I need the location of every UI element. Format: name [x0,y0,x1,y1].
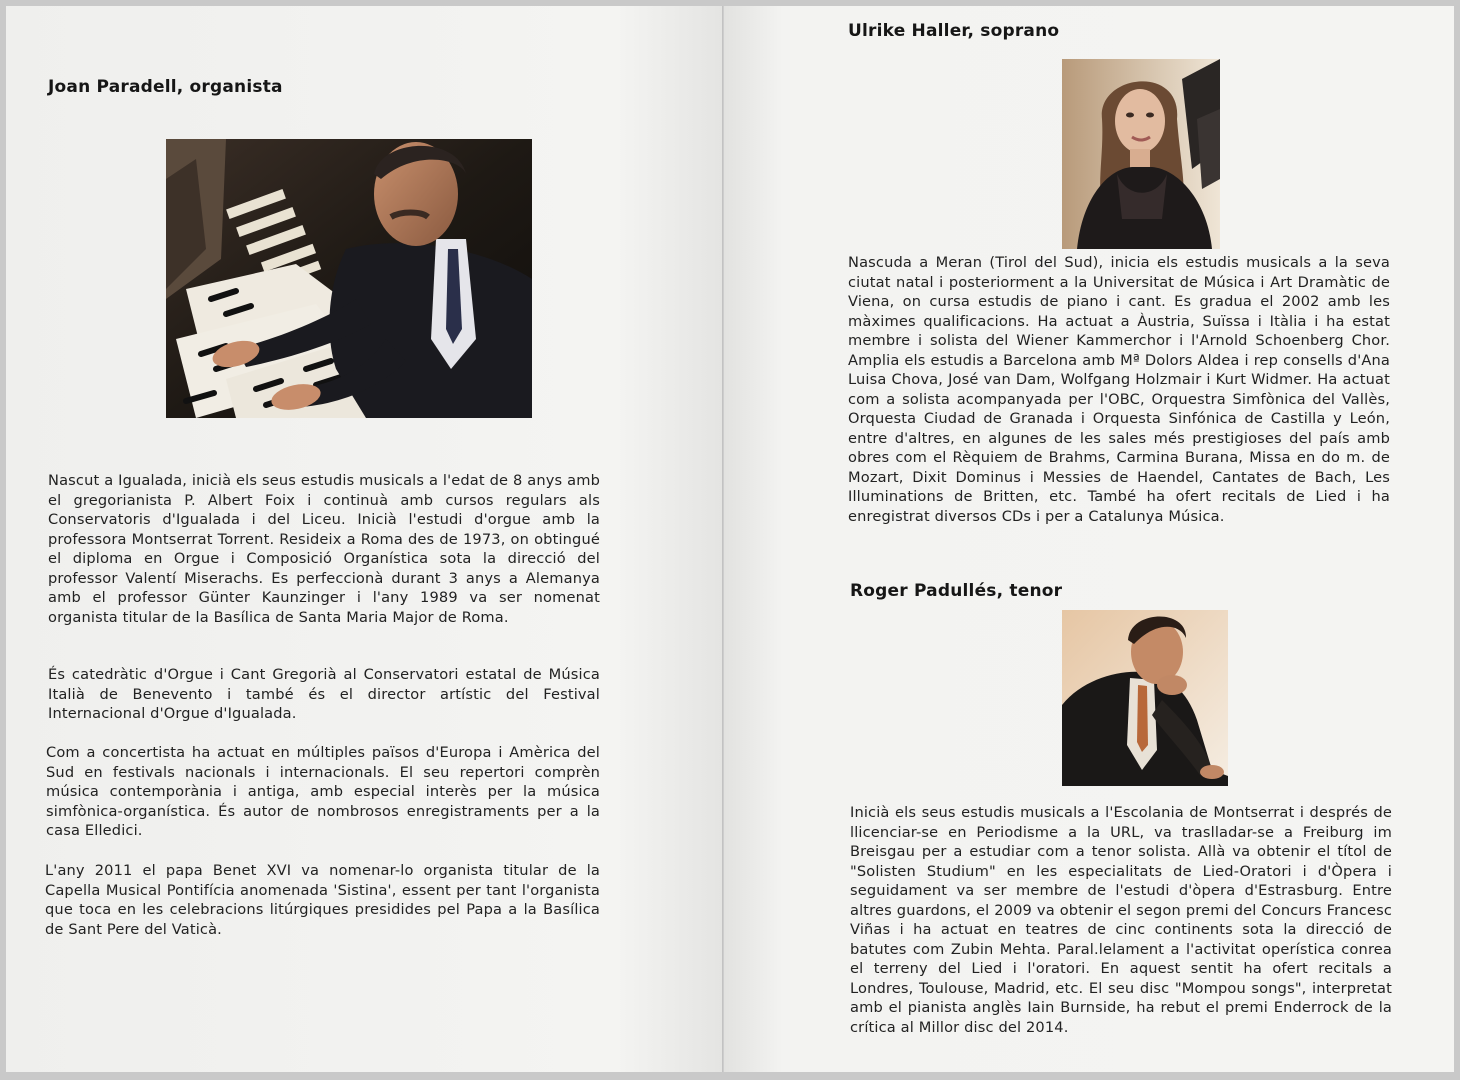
tenor-photo [1062,610,1228,786]
organist-heading: Joan Paradell, organista [48,77,283,97]
soprano-bio-paragraph: Nascuda a Meran (Tirol del Sud), inicia els estudis musicals a la seva ciutat natal i posteriorment a la Universitat de Música i Art Dramàtic de Viena, on cursa estudis de piano i cant. Es gradua el 2002 amb les màximes qualificacions. Ha actuat a Àustria, Suïssa i Itàlia i ha estat membre i solista del Wiener Kammerchor i l'Arnold Schoenberg Chor. Amplia els estudis a Barcelona amb Mª Dolors Aldea i rep consells d'Ana Luisa Chova, José van Dam, Wolfgang Holzmair i Kurt Widmer. Ha actuat com a solista acompanyada per l'OBC, Orquestra Simfònica del Vallès, Orquesta Ciudad de Granada i Orquesta Sinfónica de Castilla y León, entre d'altres, en algunes de les sales més prestigioses del país amb obres com el Rèquiem de Brahms, Carmina Burana, Missa en do m. de Mozart, Dixit Dominus i Messies de Haendel, Cantates de Bach, Les Illuminations de Britten, etc. També ha ofert recitals de Lied i ha enregistrat diversos CDs i per a Catalunya Música. [848,254,1390,525]
soprano-heading: Ulrike Haller, soprano [848,21,1060,41]
organist-photo [166,139,532,418]
organist-bio-paragraph-3: Com a concertista ha actuat en múltiples països d'Europa i Amèrica del Sud en festivals nacionals i internacionals. El seu repertori comprèn música contemporània i antiga, amb especial interès per la música simfònica-organística. És autor de nombrosos enregistraments per a la casa Elledici. [46,744,600,839]
tenor-portrait-photo [1062,610,1228,786]
tenor-heading: Roger Padullés, tenor [850,581,1063,601]
right-page [724,6,1454,1072]
tenor-bio-paragraph: Inicià els seus estudis musicals a l'Escolania de Montserrat i després de llicenciar-se en Periodisme a la URL, va traslladar-se a Freiburg im Breisgau per a estudiar com a tenor solista. Allà va obtenir el títol de "Solisten Studium" en les especialitats de Lied-Oratori i d'Òpera i seguidament va ser membre de l'estudi d'òpera d'Estrasburg. Entre altres guardons, el 2009 va obtenir el segon premi del Concurs Francesc Viñas i ha actuat en teatres de cinc continents sota la direcció de batutes com Zubin Mehta. Paral.lelament a l'activitat operística conrea el terreny del Lied i l'oratori. En aquest sentit ha ofert recitals a Londres, Toulouse, Madrid, etc. El seu disc "Mompou songs", interpretat amb el pianista anglès Iain Burnside, ha rebut el premi Enderrock de la crítica al Millor disc del 2014. [850,804,1392,1036]
organist-bio-paragraph-4: L'any 2011 el papa Benet XVI va nomenar-lo organista titular de la Capella Musical Pontifícia anomenada 'Sistina', essent per tant l'organista que toca en les celebracions litúrgiques presidides pel Papa a la Basílica de Sant Pere del Vaticà. [45,862,600,938]
organist-bio-paragraph-2: És catedràtic d'Orgue i Cant Gregorià al Conservatori estatal de Música Italià de Benevento i també és el director artístic del Festival Internacional d'Orgue d'Igualada. [48,666,600,722]
organist-bio-paragraph-1: Nascut a Igualada, inicià els seus estudis musicals a l'edat de 8 anys amb el gregorianista P. Albert Foix i continuà amb cursos regulars als Conservatoris d'Igualada i del Liceu. Inicià l'estudi d'orgue amb la professora Montserrat Torrent. Resideix a Roma des de 1973, on obtingué el diploma en Orgue i Composició Organística sota la direcció del professor Valentí Miserachs. Es perfeccionà durant 3 anys a Alemanya amb el professor Günter Kaunzinger i l'any 1989 va ser nomenat organista titular de la Basílica de Santa Maria Major de Roma. [48,472,600,626]
organist-at-organ-photo [166,139,532,418]
left-page [6,6,724,1072]
soprano-photo [1062,59,1220,249]
soprano-portrait-photo [1062,59,1220,249]
